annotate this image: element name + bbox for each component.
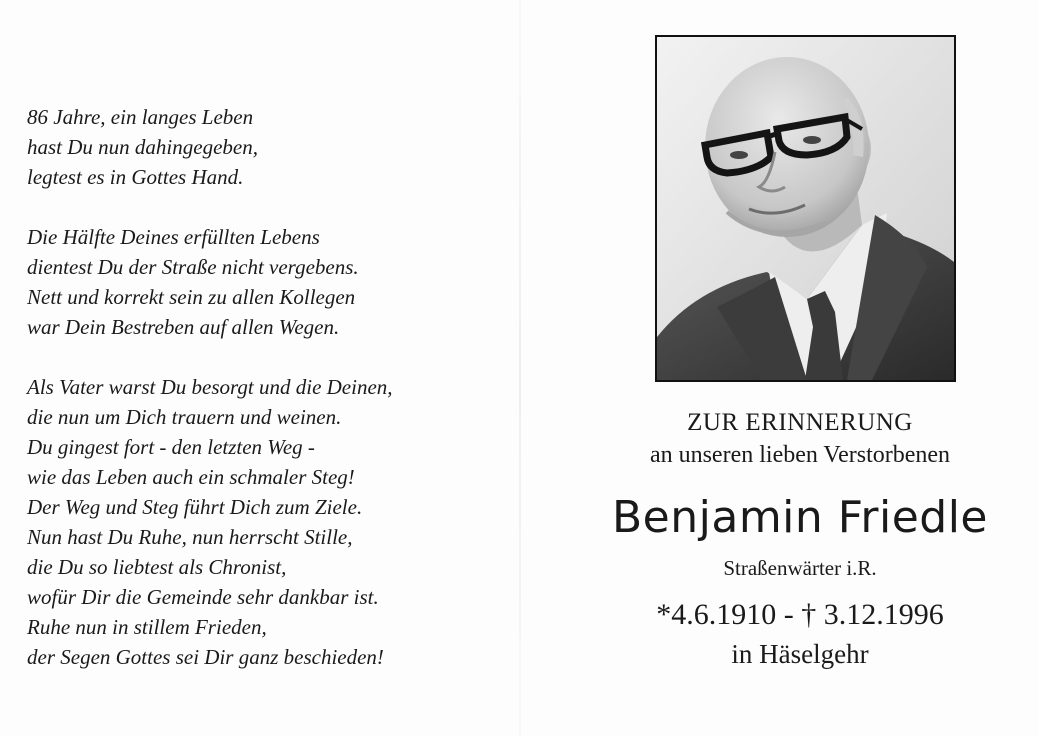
poem-line: Als Vater warst Du besorgt und die Deinen, xyxy=(27,375,393,399)
poem-line: Die Hälfte Deines erfüllten Lebens xyxy=(27,225,320,249)
poem-line: Der Weg und Steg führt Dich zum Ziele. xyxy=(27,495,363,519)
poem-line: war Dein Bestreben auf allen Wegen. xyxy=(27,315,340,339)
memorial-subheading: an unseren lieben Verstorbenen xyxy=(649,442,951,468)
poem-line: Nun hast Du Ruhe, nun herrscht Stille, xyxy=(27,525,353,549)
poem-line: wofür Dir die Gemeinde sehr dankbar ist. xyxy=(27,585,379,609)
poem-line: die Du so liebtest als Chronist, xyxy=(27,555,287,579)
memorial-heading: ZUR ERINNERUNG xyxy=(687,409,913,436)
poem-stanza-2 xyxy=(27,222,507,342)
place-of-residence: in Häselgehr xyxy=(731,639,869,669)
poem-line: Ruhe nun in stillem Frieden, xyxy=(27,615,267,639)
life-dates: *4.6.1910 - † 3.12.1996 xyxy=(656,598,944,631)
portrait-photo xyxy=(655,35,956,382)
memorial-poem xyxy=(27,102,507,702)
poem-line: Du gingest fort - den letzten Weg - xyxy=(27,435,315,459)
poem-line: 86 Jahre, ein langes Leben xyxy=(27,105,254,129)
poem-stanza-1 xyxy=(27,102,507,192)
poem-stanza-3 xyxy=(27,372,507,672)
poem-line: die nun um Dich trauern und weinen. xyxy=(27,405,342,429)
poem-line: legtest es in Gottes Hand. xyxy=(27,165,244,189)
deceased-title: Straßenwärter i.R. xyxy=(723,556,877,580)
poem-line: hast Du nun dahingegeben, xyxy=(27,135,258,159)
poem-line: wie das Leben auch ein schmaler Steg! xyxy=(27,465,355,489)
poem-line: dientest Du der Straße nicht vergebens. xyxy=(27,255,359,279)
portrait-illustration xyxy=(657,37,954,380)
poem-line: der Segen Gottes sei Dir ganz beschieden! xyxy=(27,645,384,669)
deceased-name: Benjamin Friedle xyxy=(611,492,988,543)
card-fold-line xyxy=(519,0,521,736)
poem-line: Nett und korrekt sein zu allen Kollegen xyxy=(27,285,356,309)
